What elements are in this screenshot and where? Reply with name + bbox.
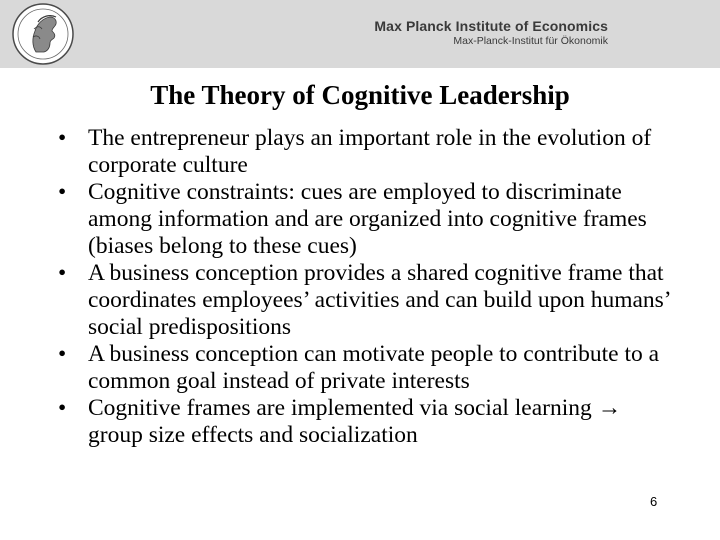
bullet-list — [58, 125, 678, 449]
bullet-item — [58, 179, 678, 260]
bullet-text: Cognitive constraints: cues are employed to discriminate among information and are organized into cognitive frames (biases belong to these cues) — [88, 179, 647, 259]
bullet-dot: • — [58, 260, 67, 286]
minerva-seal-logo — [10, 2, 76, 66]
bullet-dot: • — [58, 179, 67, 205]
bullet-item — [58, 341, 678, 395]
bullet-dot: • — [58, 341, 67, 367]
bullet-dot: • — [58, 125, 67, 151]
bullet-dot: • — [58, 395, 67, 421]
bullet-item — [58, 395, 678, 449]
institute-subtitle: Max-Planck-Institut für Ökonomik — [453, 35, 608, 47]
bullet-text: The entrepreneur plays an important role in the evolution of corporate culture — [88, 125, 652, 178]
institute-branding — [374, 18, 608, 48]
bullet-item — [58, 260, 678, 341]
slide-title: The Theory of Cognitive Leadership — [150, 80, 570, 110]
header-band — [0, 0, 720, 68]
institute-name: Max Planck Institute of Economics — [374, 18, 608, 34]
page-number: 6 — [650, 494, 658, 509]
bullet-text: A business conception provides a shared cognitive frame that coordinates employees’ activities and can build upon humans’ social predispositions — [88, 260, 670, 340]
bullet-item — [58, 125, 678, 179]
bullet-text: Cognitive frames are implemented via social learning → group size effects and socialization — [88, 395, 622, 448]
bullet-text: A business conception can motivate people to contribute to a common goal instead of private interests — [88, 341, 660, 394]
